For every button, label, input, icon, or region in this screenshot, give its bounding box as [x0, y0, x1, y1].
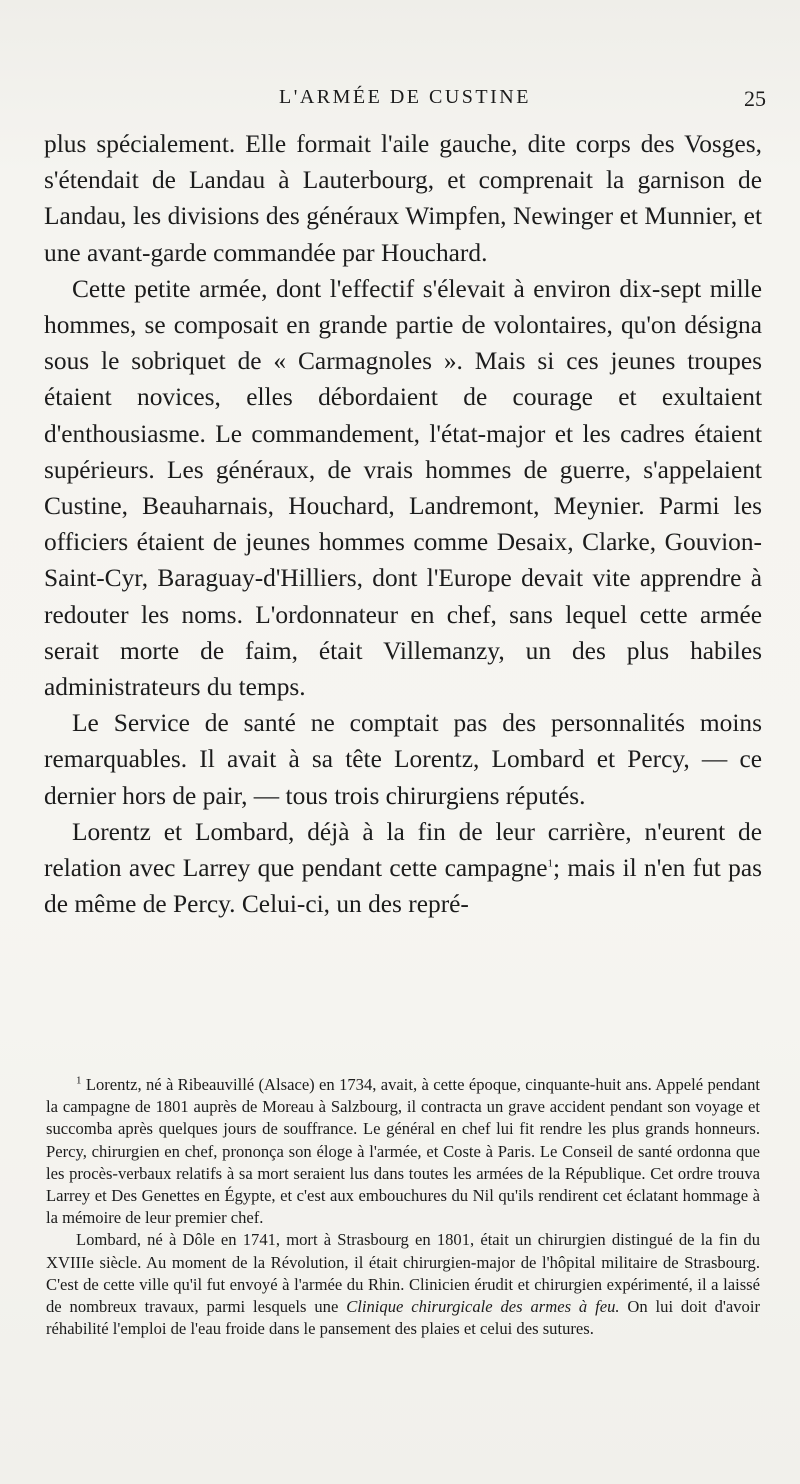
footnote-1-text: Lorentz, né à Ribeauvillé (Alsace) en 1734, avait, à cette époque, cinquante-huit ans. Appelé pendant la campagne de 1801 auprès de Moreau à Salzbourg, il contracta un grave accident pendant son voyage et succomba après quelques jours de souffrance. Le général en chef lui fit rendre les plus grands honneurs. Percy, chirurgien en chef, prononça son éloge à l'armée, et Coste à Paris. Le Conseil de santé ordonna que les procès-verbaux relatifs à sa mort seraient lus dans toutes les armées de la République. Cet ordre trouva Larrey et Des Genettes en Égypte, et c'est aux embouchures du Nil qu'ils rendirent cet éclatant hommage à la mémoire de leur premier chef. [46, 1075, 760, 1228]
footnote-reference: 1 [547, 857, 553, 870]
footnote-1-mark: 1 [76, 1074, 82, 1087]
footnote-2-text-end: On lui doit d'avoir réhabilité l'emploi de l'eau froide dans le pansement des plaies et celui des sutures. [46, 1297, 760, 1339]
paragraph-1: plus spécialement. Elle formait l'aile gauche, dite corps des Vosges, s'étendait de Landau à Lauterbourg, et comprenait la garnison de Landau, les divisions des généraux Wimpfen, Newinger et Munnier, et une avant-garde commandée par Houchard. [44, 130, 762, 267]
footnote-1 [46, 1074, 760, 1229]
paragraph-2: Cette petite armée, dont l'effectif s'élevait à environ dix-sept mille hommes, se composait en grande partie de volontaires, qu'on désigna sous le sobriquet de « Carmagnoles ». Mais si ces jeunes troupes étaient novices, elles débordaient de courage et exultaient d'enthousiasme. Le commandement, l'état-major et les cadres étaient supérieurs. Les généraux, de vrais hommes de guerre, s'appelaient Custine, Beauharnais, Houchard, Landremont, Meynier. Parmi les officiers étaient de jeunes hommes comme Desaix, Clarke, Gouvion-Saint-Cyr, Baraguay-d'Hilliers, dont l'Europe devait vite apprendre à redouter les noms. L'ordonnateur en chef, sans lequel cette armée serait morte de faim, était Villemanzy, un des plus habiles administrateurs du temps. [44, 274, 762, 702]
page-header [44, 80, 766, 116]
paragraph-3: Le Service de santé ne comptait pas des personnalités moins remarquables. Il avait à sa tête Lorentz, Lombard et Percy, — ce dernier hors de pair, — tous trois chirurgiens réputés. [44, 709, 762, 810]
footnote-2-text-start: Lombard, né à Dôle en 1741, mort à Strasbourg en 1801, était un chirurgien distingué de la fin du XVIIIe siècle. Au moment de la Révolution, il était chirurgien-major de l'hôpital militaire de Strasbourg. C'est de cette ville qu'il fut envoyé à l'armée du Rhin. Clinicien érudit et chirurgien expérimenté, il a laissé de nombreux travaux, parmi lesquels une [46, 1230, 760, 1317]
running-title: L'ARMÉE DE CUSTINE [279, 86, 531, 108]
paragraph-4-text-start: Lorentz et Lombard, déjà à la fin de leur carrière, n'eurent de relation avec Larrey que pendant cette campagne [44, 817, 762, 883]
footnote-1-continuation [46, 1229, 760, 1340]
footnotes [46, 1074, 760, 1340]
main-text [44, 126, 762, 922]
paragraph-4 [44, 814, 762, 923]
page-number: 25 [744, 86, 766, 111]
paragraph-4-text-end: ; mais il n'en fut pas de même de Percy. Celui-ci, un des repré- [44, 854, 762, 919]
book-title: Clinique chirurgicale des armes à feu. [346, 1297, 620, 1317]
